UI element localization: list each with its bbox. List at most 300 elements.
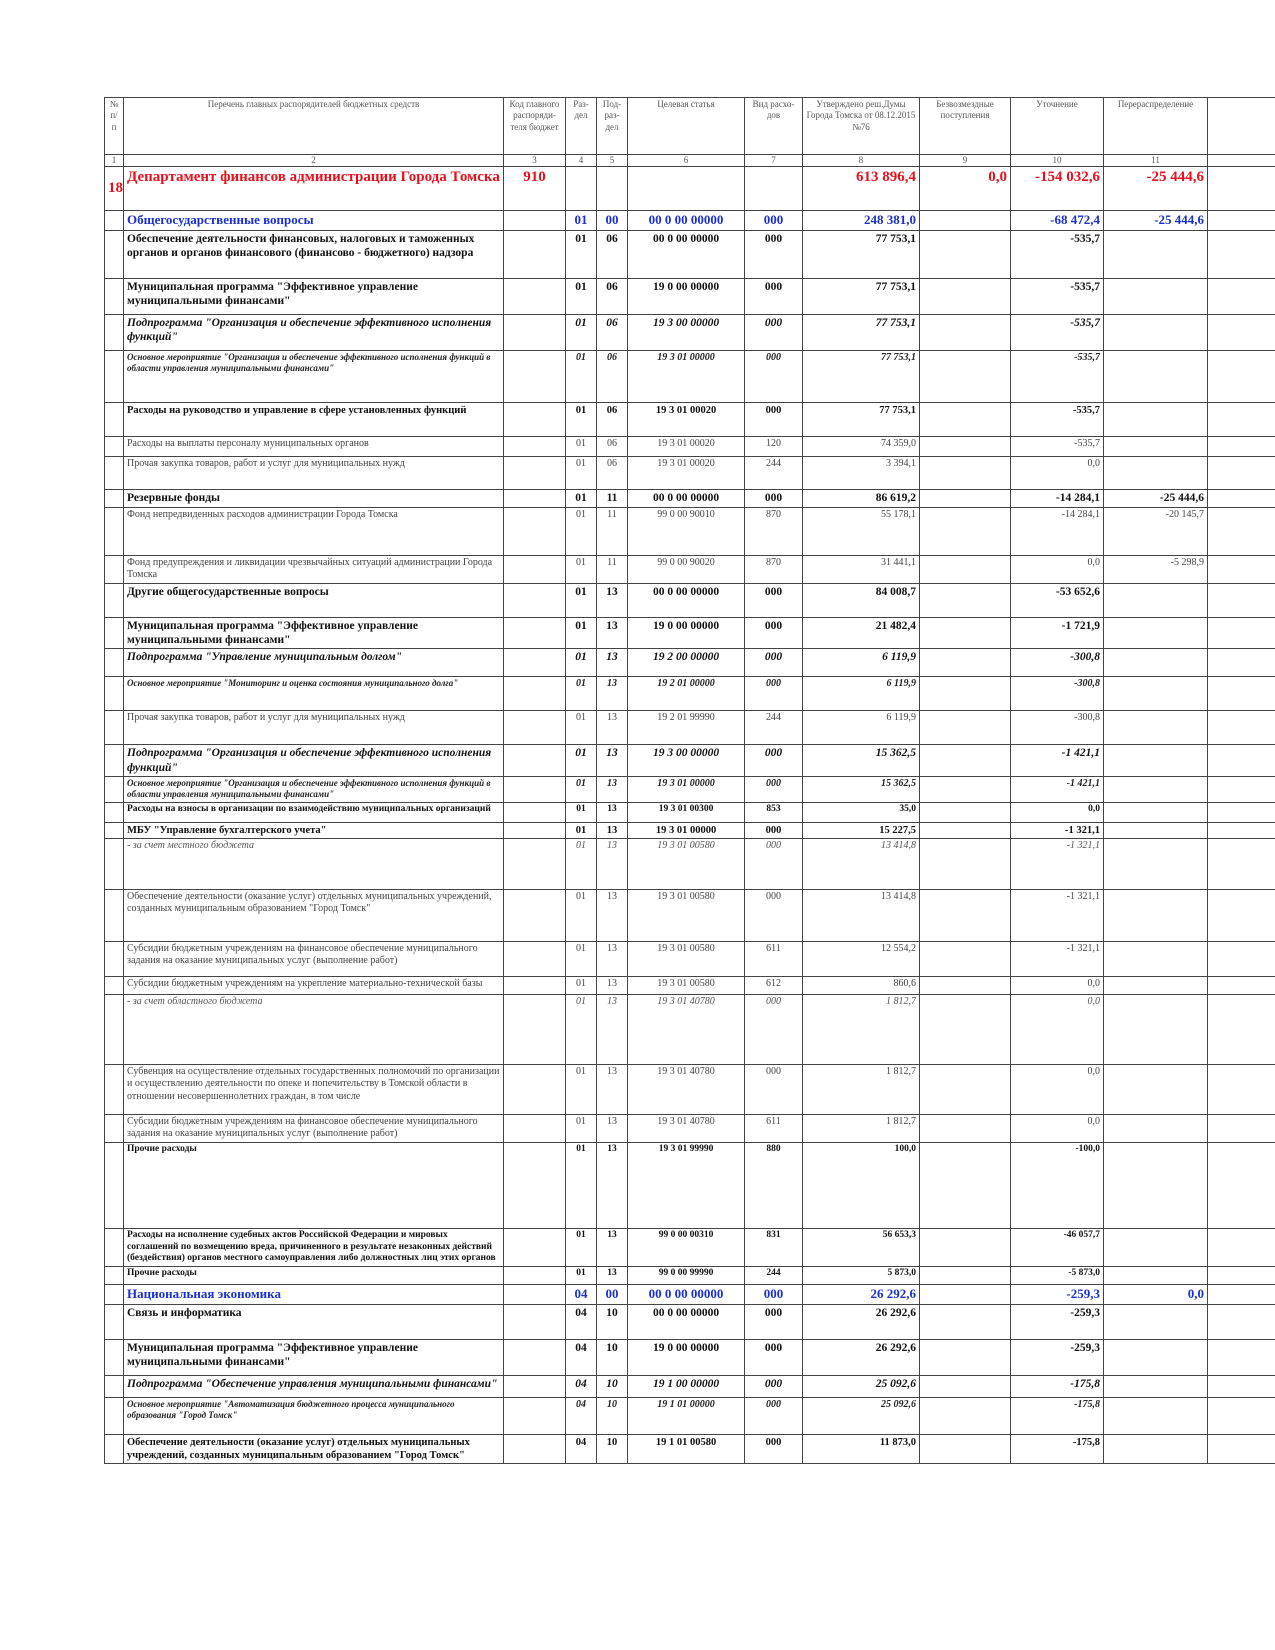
cell-gr (504, 211, 566, 230)
cell-approved: 6 119,9 (803, 711, 920, 745)
cell-free (920, 1397, 1011, 1434)
table-row (105, 507, 1275, 555)
row-number-cell (105, 402, 124, 436)
row-number-cell (105, 230, 124, 278)
header-row (105, 98, 1275, 155)
cell-gr (504, 976, 566, 994)
cell-name: Обеспечение деятельности финансовых, налоговых и таможенных органов и органов финансового (финансово - бюджетного) надзора (124, 230, 504, 278)
cell-name: Национальная экономика (124, 1285, 504, 1304)
header-clarify: Уточнение (1011, 98, 1104, 155)
cell-free (920, 941, 1011, 976)
table-row (105, 583, 1275, 617)
cell-rz: 01 (566, 402, 597, 436)
table-row (105, 402, 1275, 436)
table-row (105, 1142, 1275, 1228)
empty-cell (1208, 167, 1275, 211)
cell-approved: 3 394,1 (803, 456, 920, 489)
table-body (105, 167, 1275, 1464)
cell-rz: 04 (566, 1434, 597, 1463)
cell-rz: 01 (566, 1228, 597, 1267)
cell-vr: 120 (745, 436, 803, 456)
cell-clarify: -53 652,6 (1011, 583, 1104, 617)
cell-redistribute (1104, 278, 1208, 314)
cell-redistribute (1104, 402, 1208, 436)
cell-free (920, 822, 1011, 838)
cell-pr: 06 (597, 436, 628, 456)
cell-extra (1208, 822, 1275, 838)
cell-gr (504, 677, 566, 711)
cell-rz: 01 (566, 1267, 597, 1285)
column-number-extra (1208, 155, 1275, 167)
cell-clarify: -14 284,1 (1011, 489, 1104, 507)
cell-rz: 01 (566, 941, 597, 976)
cell-clarify: -259,3 (1011, 1304, 1104, 1339)
cell-pr: 10 (597, 1434, 628, 1463)
column-number: 3 (504, 155, 566, 167)
cell-name: МБУ "Управление бухгалтерского учета" (124, 822, 504, 838)
cell-gr (504, 583, 566, 617)
row-number-cell (105, 436, 124, 456)
cell-free (920, 1228, 1011, 1267)
cell-free (920, 1339, 1011, 1375)
cell-gr (504, 802, 566, 822)
cell-extra (1208, 745, 1275, 777)
cell-cs: 19 3 01 00020 (628, 436, 745, 456)
column-number: 7 (745, 155, 803, 167)
cell-extra (1208, 976, 1275, 994)
cell-pr: 06 (597, 456, 628, 489)
cell-clarify: -175,8 (1011, 1397, 1104, 1434)
cell-extra (1208, 230, 1275, 278)
cell-rz: 01 (566, 583, 597, 617)
cell-approved: 25 092,6 (803, 1375, 920, 1397)
cell-free (920, 230, 1011, 278)
cell-clarify: -259,3 (1011, 1285, 1104, 1304)
header-gr: Код главного распоряди-теля бюджет (504, 98, 566, 155)
cell-redistribute: -25 444,6 (1104, 211, 1208, 230)
row-number-cell (105, 1397, 124, 1434)
cell-cs: 19 3 01 40780 (628, 1064, 745, 1114)
column-number: 8 (803, 155, 920, 167)
cell-vr: 000 (745, 677, 803, 711)
cell-vr: 000 (745, 350, 803, 402)
cell-gr (504, 350, 566, 402)
cell-redistribute: -25 444,6 (1104, 489, 1208, 507)
table-row (105, 314, 1275, 350)
cell-redistribute (1104, 822, 1208, 838)
cell-approved: 84 008,7 (803, 583, 920, 617)
cell-redistribute: 0,0 (1104, 1285, 1208, 1304)
column-number: 9 (920, 155, 1011, 167)
cell-pr: 13 (597, 802, 628, 822)
cell-redistribute (1104, 1375, 1208, 1397)
cell-pr: 00 (597, 211, 628, 230)
cell-vr: 880 (745, 1142, 803, 1228)
cell-redistribute (1104, 994, 1208, 1064)
cell-gr (504, 777, 566, 803)
cell-redistribute (1104, 711, 1208, 745)
cell-clarify: 0,0 (1011, 456, 1104, 489)
cell-pr: 13 (597, 941, 628, 976)
header-num: № п/п (105, 98, 124, 155)
cell-redistribute (1104, 314, 1208, 350)
cell-gr (504, 1339, 566, 1375)
cell-name: Подпрограмма "Организация и обеспечение эффективного исполнения функций" (124, 314, 504, 350)
table-row (105, 889, 1275, 941)
cell-cs: 99 0 00 90010 (628, 507, 745, 555)
cell-free (920, 402, 1011, 436)
table-row (105, 555, 1275, 583)
cell-redistribute (1104, 350, 1208, 402)
cell-clarify: -535,7 (1011, 402, 1104, 436)
cell-cs: 19 3 00 00000 (628, 745, 745, 777)
cell-clarify: -175,8 (1011, 1375, 1104, 1397)
table-row (105, 677, 1275, 711)
cell-free (920, 838, 1011, 889)
cell-redistribute (1104, 941, 1208, 976)
cell-cs: 19 2 00 00000 (628, 649, 745, 677)
cell-gr (504, 822, 566, 838)
table-row (105, 436, 1275, 456)
cell-gr (504, 436, 566, 456)
table-row (105, 976, 1275, 994)
cell-vr: 000 (745, 583, 803, 617)
column-number: 4 (566, 155, 597, 167)
cell-free (920, 1285, 1011, 1304)
cell-pr: 13 (597, 1064, 628, 1114)
cell-redistribute (1104, 745, 1208, 777)
table-row (105, 777, 1275, 803)
cell-gr (504, 314, 566, 350)
cell-rz: 01 (566, 456, 597, 489)
cell-extra (1208, 889, 1275, 941)
cell-gr (504, 617, 566, 649)
cell-rz: 01 (566, 555, 597, 583)
cell-pr: 06 (597, 350, 628, 402)
cell-name: Фонд предупреждения и ликвидации чрезвычайных ситуаций администрации Города Томска (124, 555, 504, 583)
cell-extra (1208, 1114, 1275, 1142)
cell-cs: 19 3 01 00580 (628, 838, 745, 889)
row-number-cell (105, 489, 124, 507)
cell-pr: 10 (597, 1375, 628, 1397)
cell-extra (1208, 777, 1275, 803)
cell-free (920, 211, 1011, 230)
cell-clarify: 0,0 (1011, 1064, 1104, 1114)
department-approved: 613 896,4 (803, 167, 920, 211)
row-number-cell (105, 1285, 124, 1304)
header-redistribute: Перераспределение (1104, 98, 1208, 155)
cell-free (920, 711, 1011, 745)
row-number-cell (105, 1304, 124, 1339)
cell-name: Связь и информатика (124, 1304, 504, 1339)
cell-rz: 01 (566, 350, 597, 402)
cell-rz: 01 (566, 230, 597, 278)
cell-extra (1208, 1304, 1275, 1339)
cell-pr: 13 (597, 711, 628, 745)
cell-gr (504, 507, 566, 555)
cell-extra (1208, 941, 1275, 976)
cell-redistribute (1104, 976, 1208, 994)
table-row (105, 617, 1275, 649)
cell-cs: 19 1 01 00000 (628, 1397, 745, 1434)
cell-cs: 19 3 01 00580 (628, 889, 745, 941)
cell-vr: 000 (745, 314, 803, 350)
cell-approved: 25 092,6 (803, 1397, 920, 1434)
cell-clarify: -46 057,7 (1011, 1228, 1104, 1267)
table-row (105, 838, 1275, 889)
cell-approved: 5 873,0 (803, 1267, 920, 1285)
cell-approved: 77 753,1 (803, 350, 920, 402)
empty-cell (597, 167, 628, 211)
cell-approved: 1 812,7 (803, 994, 920, 1064)
cell-clarify: -1 321,1 (1011, 838, 1104, 889)
cell-pr: 06 (597, 314, 628, 350)
cell-free (920, 745, 1011, 777)
header-name: Перечень главных распорядителей бюджетных средств (124, 98, 504, 155)
cell-gr (504, 1304, 566, 1339)
cell-clarify: -535,7 (1011, 314, 1104, 350)
row-number-cell (105, 838, 124, 889)
cell-redistribute (1104, 1397, 1208, 1434)
cell-rz: 04 (566, 1339, 597, 1375)
row-number-cell (105, 777, 124, 803)
cell-gr (504, 278, 566, 314)
cell-free (920, 802, 1011, 822)
table-row (105, 822, 1275, 838)
cell-cs: 00 0 00 00000 (628, 230, 745, 278)
cell-name: Муниципальная программа "Эффективное управление муниципальными финансами" (124, 617, 504, 649)
cell-pr: 13 (597, 1142, 628, 1228)
cell-rz: 01 (566, 976, 597, 994)
cell-pr: 13 (597, 976, 628, 994)
cell-cs: 00 0 00 00000 (628, 211, 745, 230)
cell-clarify: -535,7 (1011, 278, 1104, 314)
cell-cs: 19 3 01 00020 (628, 456, 745, 489)
cell-cs: 19 2 01 99990 (628, 711, 745, 745)
cell-clarify: -1 321,1 (1011, 889, 1104, 941)
cell-approved: 6 119,9 (803, 677, 920, 711)
cell-gr (504, 1228, 566, 1267)
header-cs: Целевая статья (628, 98, 745, 155)
cell-gr (504, 838, 566, 889)
cell-name: Другие общегосударственные вопросы (124, 583, 504, 617)
empty-cell (628, 167, 745, 211)
cell-pr: 13 (597, 777, 628, 803)
cell-vr: 000 (745, 1304, 803, 1339)
row-number-cell (105, 617, 124, 649)
cell-pr: 06 (597, 402, 628, 436)
cell-redistribute (1104, 677, 1208, 711)
cell-pr: 13 (597, 617, 628, 649)
table-row (105, 1434, 1275, 1463)
table-row (105, 745, 1275, 777)
cell-approved: 74 359,0 (803, 436, 920, 456)
cell-name: Прочие расходы (124, 1142, 504, 1228)
cell-approved: 1 812,7 (803, 1064, 920, 1114)
cell-approved: 86 619,2 (803, 489, 920, 507)
header-extra (1208, 98, 1275, 155)
table-row (105, 1304, 1275, 1339)
budget-table (104, 97, 1275, 1464)
cell-approved: 77 753,1 (803, 402, 920, 436)
cell-cs: 19 3 01 00300 (628, 802, 745, 822)
cell-redistribute (1104, 838, 1208, 889)
cell-clarify: 0,0 (1011, 994, 1104, 1064)
cell-clarify: -1 421,1 (1011, 745, 1104, 777)
cell-extra (1208, 649, 1275, 677)
cell-rz: 01 (566, 1142, 597, 1228)
cell-pr: 13 (597, 889, 628, 941)
cell-extra (1208, 402, 1275, 436)
cell-approved: 13 414,8 (803, 889, 920, 941)
cell-name: Муниципальная программа "Эффективное управление муниципальными финансами" (124, 278, 504, 314)
column-number: 5 (597, 155, 628, 167)
cell-extra (1208, 838, 1275, 889)
cell-gr (504, 889, 566, 941)
cell-name: Субвенция на осуществление отдельных государственных полномочий по организации и осуществлению деятельности по опеке и попечительству в Томской области в отношении несовершеннолетних граждан, в том числе (124, 1064, 504, 1114)
cell-cs: 19 3 01 00020 (628, 402, 745, 436)
cell-pr: 06 (597, 278, 628, 314)
cell-gr (504, 555, 566, 583)
cell-name: Подпрограмма "Организация и обеспечение эффективного исполнения функций" (124, 745, 504, 777)
cell-name: Расходы на выплаты персоналу муниципальных органов (124, 436, 504, 456)
cell-gr (504, 1375, 566, 1397)
cell-name: - за счет местного бюджета (124, 838, 504, 889)
row-number-cell (105, 211, 124, 230)
cell-gr (504, 994, 566, 1064)
cell-extra (1208, 211, 1275, 230)
row-number-cell (105, 1375, 124, 1397)
cell-rz: 01 (566, 211, 597, 230)
cell-extra (1208, 711, 1275, 745)
cell-rz: 04 (566, 1285, 597, 1304)
cell-cs: 00 0 00 00000 (628, 489, 745, 507)
table-row (105, 941, 1275, 976)
table-row (105, 278, 1275, 314)
cell-extra (1208, 314, 1275, 350)
cell-approved: 55 178,1 (803, 507, 920, 555)
cell-clarify: -1 421,1 (1011, 777, 1104, 803)
department-gr-code: 910 (504, 167, 566, 211)
cell-rz: 01 (566, 649, 597, 677)
cell-redistribute (1104, 1434, 1208, 1463)
cell-extra (1208, 507, 1275, 555)
cell-pr: 13 (597, 1114, 628, 1142)
header-vr: Вид расхо-дов (745, 98, 803, 155)
cell-gr (504, 1397, 566, 1434)
cell-name: Основное мероприятие "Мониторинг и оценка состояния муниципального долга" (124, 677, 504, 711)
cell-free (920, 314, 1011, 350)
cell-extra (1208, 278, 1275, 314)
cell-clarify: -535,7 (1011, 436, 1104, 456)
cell-cs: 19 2 01 00000 (628, 677, 745, 711)
cell-cs: 19 3 01 40780 (628, 1114, 745, 1142)
cell-rz: 01 (566, 802, 597, 822)
cell-cs: 99 0 00 99990 (628, 1267, 745, 1285)
row-number-cell (105, 456, 124, 489)
cell-vr: 611 (745, 941, 803, 976)
table-row (105, 1114, 1275, 1142)
cell-cs: 00 0 00 00000 (628, 1304, 745, 1339)
cell-extra (1208, 1375, 1275, 1397)
row-number-cell (105, 941, 124, 976)
row-number-cell (105, 1339, 124, 1375)
cell-free (920, 278, 1011, 314)
cell-vr: 831 (745, 1228, 803, 1267)
cell-gr (504, 230, 566, 278)
table-row (105, 1267, 1275, 1285)
cell-free (920, 456, 1011, 489)
cell-rz: 01 (566, 838, 597, 889)
header-free: Безвозмездные поступления (920, 98, 1011, 155)
table-row (105, 489, 1275, 507)
cell-redistribute (1104, 617, 1208, 649)
row-number-cell (105, 649, 124, 677)
header-approved: Утверждено реш.Думы Города Томска от 08.12.2015 №76 (803, 98, 920, 155)
cell-cs: 19 0 00 00000 (628, 278, 745, 314)
cell-clarify: 0,0 (1011, 976, 1104, 994)
cell-vr: 000 (745, 617, 803, 649)
cell-approved: 26 292,6 (803, 1304, 920, 1339)
cell-name: Основное мероприятие "Автоматизация бюджетного процесса муниципального образования "Город Томск" (124, 1397, 504, 1434)
row-number-cell (105, 278, 124, 314)
cell-name: Обеспечение деятельности (оказание услуг) отдельных муниципальных учреждений, созданных муниципальным образованием "Город Томск" (124, 889, 504, 941)
cell-rz: 01 (566, 1114, 597, 1142)
cell-name: Общегосударственные вопросы (124, 211, 504, 230)
cell-rz: 01 (566, 994, 597, 1064)
cell-free (920, 1142, 1011, 1228)
cell-name: Обеспечение деятельности (оказание услуг) отдельных муниципальных учреждений, созданных муниципальным образованием "Город Томск" (124, 1434, 504, 1463)
cell-extra (1208, 489, 1275, 507)
row-number-cell (105, 1228, 124, 1267)
cell-pr: 13 (597, 649, 628, 677)
cell-vr: 000 (745, 889, 803, 941)
cell-cs: 19 0 00 00000 (628, 1339, 745, 1375)
cell-approved: 77 753,1 (803, 314, 920, 350)
column-number: 10 (1011, 155, 1104, 167)
cell-redistribute (1104, 777, 1208, 803)
cell-name: Субсидии бюджетным учреждениям на финансовое обеспечение муниципального задания на оказание муниципальных услуг (выполнение работ) (124, 941, 504, 976)
cell-clarify: 0,0 (1011, 802, 1104, 822)
cell-gr (504, 941, 566, 976)
cell-approved: 12 554,2 (803, 941, 920, 976)
row-number-cell (105, 555, 124, 583)
cell-pr: 10 (597, 1304, 628, 1339)
table-row (105, 1339, 1275, 1375)
table-row (105, 211, 1275, 230)
row-number-cell (105, 976, 124, 994)
cell-redistribute (1104, 1142, 1208, 1228)
cell-cs: 00 0 00 00000 (628, 583, 745, 617)
cell-clarify: -300,8 (1011, 649, 1104, 677)
cell-vr: 000 (745, 777, 803, 803)
cell-vr: 000 (745, 1285, 803, 1304)
empty-cell (566, 167, 597, 211)
cell-vr: 000 (745, 838, 803, 889)
cell-free (920, 507, 1011, 555)
cell-clarify: -175,8 (1011, 1434, 1104, 1463)
cell-gr (504, 1142, 566, 1228)
cell-approved: 1 812,7 (803, 1114, 920, 1142)
cell-rz: 04 (566, 1397, 597, 1434)
cell-rz: 04 (566, 1304, 597, 1339)
cell-vr: 000 (745, 402, 803, 436)
cell-rz: 01 (566, 777, 597, 803)
cell-vr: 000 (745, 278, 803, 314)
cell-cs: 19 3 01 00580 (628, 976, 745, 994)
cell-rz: 01 (566, 677, 597, 711)
cell-approved: 6 119,9 (803, 649, 920, 677)
